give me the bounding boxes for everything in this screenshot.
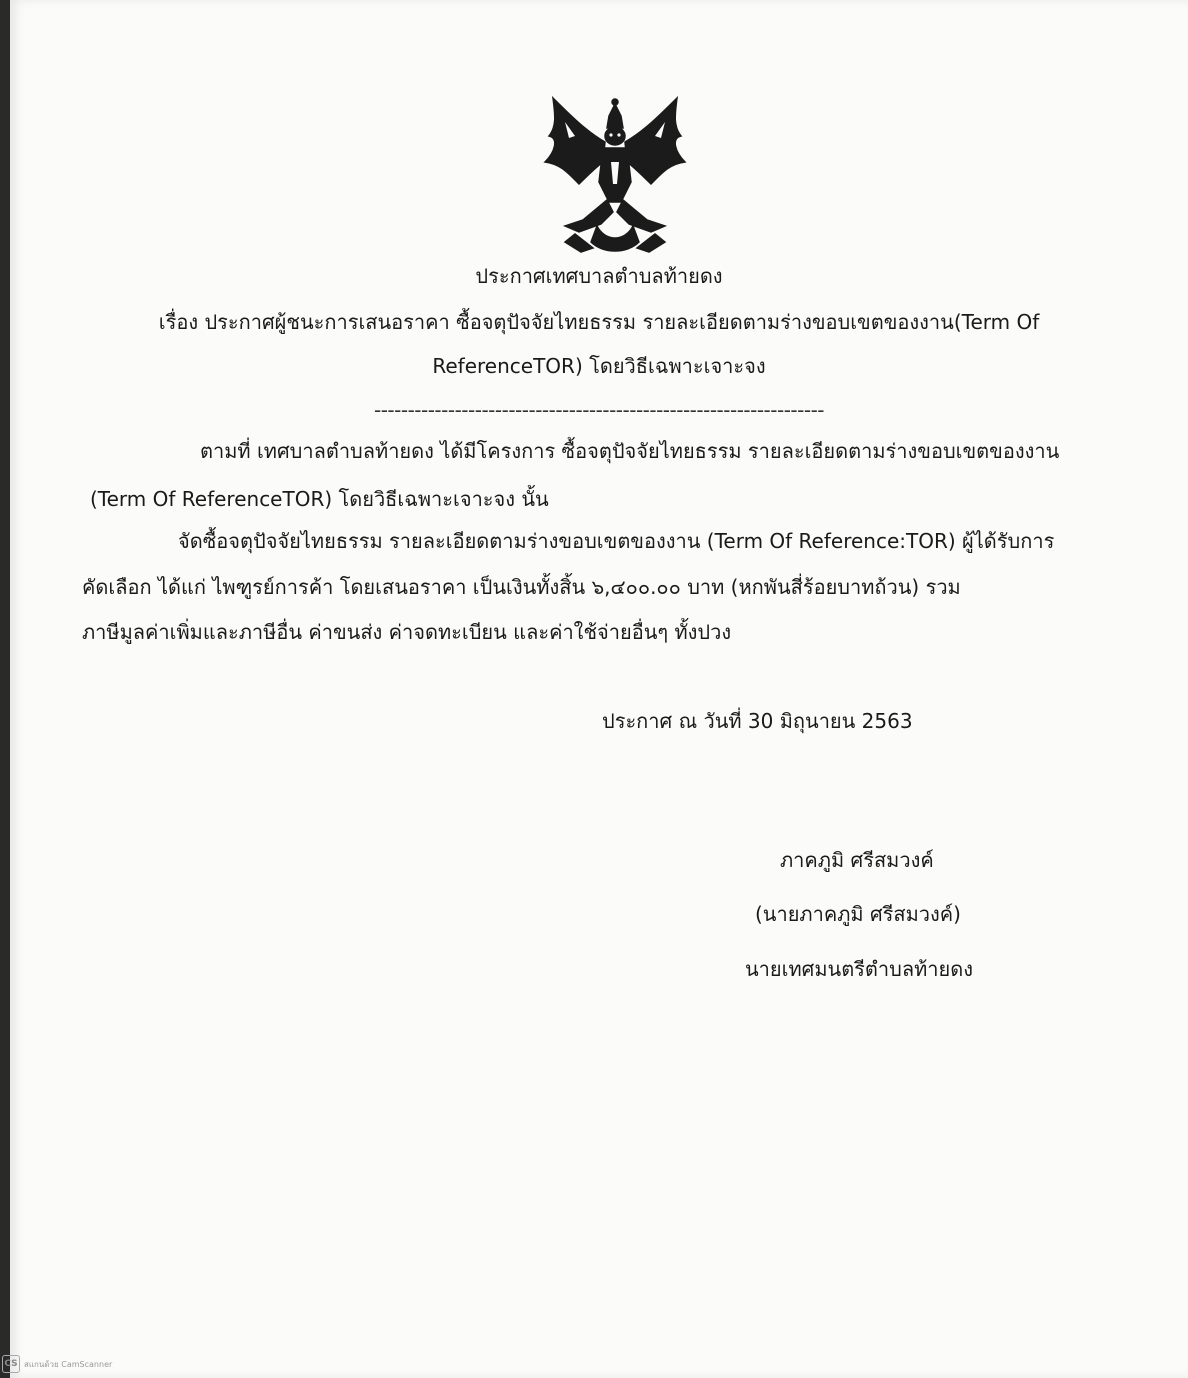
paragraph-1-line-1: ตามที่ เทศบาลตำบลท้ายดง ได้มีโครงการ ซื้อจตุปัจจัยไทยธรรม รายละเอียดตามร่างขอบเขตของงาน (200, 439, 1060, 463)
signature-name: ภาคภูมิ ศรีสมวงค์ (780, 848, 934, 872)
camscanner-watermark (2, 1355, 112, 1373)
paragraph-2-line-1: จัดซื้อจตุปัจจัยไทยธรรม รายละเอียดตามร่างขอบเขตของงาน (Term Of Reference:TOR) ผู้ได้รับการ (178, 529, 1055, 553)
subject-line-1: เรื่อง ประกาศผู้ชนะการเสนอราคา ซื้อจตุปัจจัยไทยธรรม รายละเอียดตามร่างขอบเขตของงาน(Term Of (158, 310, 1040, 334)
camscanner-icon: CS (2, 1355, 20, 1373)
paragraph-2-line-2: คัดเลือก ได้แก่ ไพฑูรย์การค้า โดยเสนอราคา เป็นเงินทั้งสิ้น ๖,๔๐๐.๐๐ บาท (หกพันสี่ร้อยบาทถ้วน) รวม (82, 575, 961, 599)
divider: ------------------------------------------------------------------- (373, 398, 825, 422)
signature-position: นายเทศมนตรีตำบลท้ายดง (745, 957, 973, 981)
garuda-emblem-icon (535, 92, 695, 260)
document-page (10, 0, 1188, 1378)
announcement-date: ประกาศ ณ วันที่ 30 มิถุนายน 2563 (602, 709, 913, 733)
paragraph-1-line-2: (Term Of ReferenceTOR) โดยวิธีเฉพาะเจาะจง นั้น (90, 487, 549, 511)
camscanner-label: สแกนด้วย CamScanner (24, 1359, 113, 1369)
subject-line-2: ReferenceTOR) โดยวิธีเฉพาะเจาะจง (432, 354, 766, 378)
paragraph-2-line-3: ภาษีมูลค่าเพิ่มและภาษีอื่น ค่าขนส่ง ค่าจดทะเบียน และค่าใช้จ่ายอื่นๆ ทั้งปวง (82, 620, 732, 644)
signature-fullname: (นายภาคภูมิ ศรีสมวงค์) (755, 902, 961, 926)
document-title: ประกาศเทศบาลตำบลท้ายดง (475, 264, 723, 288)
